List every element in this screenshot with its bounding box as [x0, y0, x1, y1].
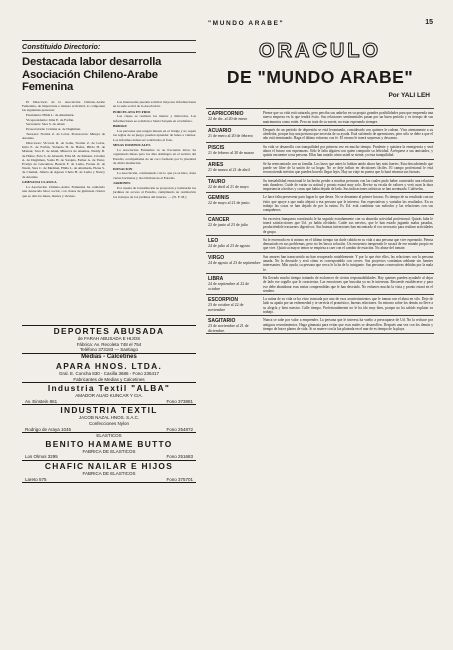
paragraph: Las clases se realizan los martes y miércoles. Las informaciones se solicitan a Santa Sarquis en el teléfono. [113, 114, 196, 123]
sign-prediction: Su vida se desarrolla con tranquilidad por primera vez en mucho tiempo. Prudente y quisiera la emergencia y será ahora el futuro con esperanzas. Sólo le falta alguien con quien compartir su felicidad. Acérquese a sus amistades, y quizás encuentre a esa persona. Ellas han notado cómo usted se siente, ya esta tranquilidad. [263, 144, 433, 158]
horoscope-sign [206, 215, 434, 236]
paragraph: Secretaria: Sara S. de Abud. [26, 122, 66, 127]
sign-dates: 23 de noviembre al 21 de diciembre. [208, 323, 249, 333]
horoscope-sign [206, 193, 434, 214]
sign-dates: 24 de agosto al 23 de septiembre [208, 259, 261, 265]
horoscope-sign [206, 316, 434, 334]
sign-header [206, 215, 261, 235]
ad-line: BENITO HAMAME BUTTO [45, 438, 173, 449]
ad-line: DEPORTES ABUSADA [53, 326, 165, 336]
horoscope-sign [206, 236, 434, 253]
horoscope-sign [206, 177, 434, 194]
subheading: DONACION [113, 166, 133, 171]
ad-line: FABRICA DE ELASTICOS [82, 470, 136, 476]
ad-line: AMADOR AUAD KUNCAR Y CIA. [75, 393, 143, 399]
paragraph: El Directorio de la Asociación Chileno-Arabe Femenina, de importante e intensa actividad, lo componen las siguientes personas: [22, 99, 105, 112]
ad-box [22, 325, 196, 353]
sign-header [206, 274, 261, 294]
oraculo-title: ORACULO [258, 40, 382, 62]
sign-dates: 22 de abril al 21 de mayo [208, 183, 249, 189]
sign-prediction: Se ha reencontrado con su familia. Los lazos que antes lo habían unido ahora hay más fuertes. Esta descubriendo que puede ser libre de la unión de su hogar. No se deje influir en decisiones fáciles. El campo profesional le está reconociendo méritos que pueden hacerlo llegar lejos. Hay un viaje en puerta que lo hará retomar sus fuerzas. [263, 161, 433, 175]
sign-dates: 22 de mayo al 21 de junio [208, 200, 250, 206]
article-column-2 [113, 100, 196, 200]
sign-name: LIBRA [208, 275, 224, 282]
ad-address: Los Olmos 3295 [25, 454, 58, 460]
ad-line: Medias - Calcetines [81, 353, 137, 360]
paragraph: Directoras: Victoria R. de Gaña, Norma Z. de Lolas, Irma E. de Farfán, Yolanda H. de Hafez, Hilda H. de Mansur, Sara E. de Abud, Minerva de Ananías, Naddy D. de Hafez, Fela S. de Abuadir, Elba M. de Mansur, Cristina A. de Dughman, Sonia H. de Sarquis, Esther A. de Yarur, Evelyn de Giacaman, Beatriz F. de Lama, Frenia O. de Nazal, Sara C. de Medinel, Hilda L. de Ahumada, Elena S. de Chamel, Julieta de Aguad, Chela H. de Lama y Nancy de Ananías. [22, 140, 105, 179]
ad-line: Industria Textil "ALBA" [47, 383, 171, 394]
ad-address: Av. Einstein 861 [25, 398, 58, 404]
paragraph: La Asociación, continuando con lo que ya se hizo, dona varias bacinetas y dos bibliotecas al Estadio. [113, 171, 196, 180]
ad-box [22, 382, 196, 404]
sign-prediction: Su excesiva franqueza constituida le ha seguido extrañamente con su aburrida actividad profesional. Quizás falta le traerá satisfacciones que Ud. ya había olvidado. Cuide sus nervios, que le han estado jugando malas pasadas, produciéndole trastornos digestivos. Sus buenas intenciones han encontrado el eco necesario para realizar actividades de grupo. [263, 216, 433, 234]
ad-box [22, 432, 196, 460]
subheading: MISAS DOMINICALES [113, 143, 151, 148]
sign-name: ARIES [208, 161, 224, 168]
sign-header [206, 253, 261, 273]
sign-prediction: La rutina de su vida se ha visto truncada por uno de esos acontecimientos que le toman con el alma en vilo. Deje de lado su apatía por un enfermedad y te serviría el pronóstico, buenas relaciones. Su entorno sobre los demás no lleve a su alegría y bien nuestro. Calle tiempo. Profesionalmente no le ha ido muy bien, porque no ha sabido explotar su trabajo. [263, 297, 433, 314]
paragraph: La Asociación Chileno-Arabe Femenina ha realizado una destacada labor social, con clases de gimnasia clásica que se dan los lunes, martes y viernes. [22, 185, 105, 198]
horoscope-sign [206, 253, 434, 274]
subheading: GIMNASIA CLASICA [22, 180, 57, 185]
horoscope-sign [206, 126, 434, 143]
paragraph: Prosecretaria: Cristina A. de Dughman. [26, 127, 82, 132]
ad-line: Teléfono 373183 — Santiago [79, 347, 139, 353]
sign-prediction: Su fe encerrado en sí mismo en el último tiempo sin darle cabida en su vida a una persona que vive esperando. Piensa demasiado en sus problemas, pero no les busca solución. Un encuentro inesperado le sacará de ese mundo propio en que vive. Quizá su mayor temor se empieza a caer con el cambio de estación. No abuse del tomate. [263, 237, 433, 251]
sign-name: VIRGO [208, 254, 225, 261]
ad-line: CHAFIC NAILAR E HIJOS [44, 460, 174, 471]
oraculo-section [206, 40, 434, 334]
sign-header [206, 177, 261, 193]
horoscope-sign [206, 274, 434, 295]
ad-line: Confecciones Nylon [88, 420, 130, 426]
subheading: PORCELANA EN FRIO [113, 109, 151, 114]
paragraph: Presidenta: Hilda L. de Ahumadar. [26, 112, 75, 117]
page-number: 15 [425, 19, 433, 26]
sign-name: GEMINIS [208, 195, 230, 202]
sign-dates: 24 de julio al 23 de agosto [208, 242, 251, 248]
sign-name: TAURO [208, 178, 226, 185]
oraculo-subtitle: DE "MUNDO ARABE" [226, 67, 414, 87]
ad-phone: Fono 373881 [166, 398, 193, 404]
sign-header [206, 126, 261, 142]
ad-line: FABRICA DE ELASTICOS [82, 448, 136, 454]
sign-name: CANCER [208, 216, 230, 223]
horoscope-list [206, 108, 434, 334]
sign-dates: 22 de junio al 23 de julio [208, 221, 248, 227]
sign-dates: 23 de octubre al 22 de noviembre [208, 302, 244, 312]
ad-line: JACOB NAZAL HNOS. S.A.C. [78, 415, 140, 421]
horoscope-sign [206, 295, 434, 316]
paragraph: Las personas que tengan interés en el bridge y no sepan las reglas de su juego, pueden aprender de lunes a viernes. Los informes deben ser solicitados al fono. [113, 129, 196, 142]
subheading: JARDINES [113, 181, 131, 186]
sign-dates: 21 de febrero al 20 de marzo [208, 149, 254, 155]
sign-dates: 21 de marzo al 21 de abril [208, 166, 250, 172]
article-column-1 [22, 100, 105, 199]
sign-dates: 22 de dic. al 20 de enero [208, 116, 248, 121]
sign-dates: 21 de enero al 20 de febrero [208, 132, 253, 138]
sign-header [206, 109, 261, 125]
sign-prediction: Sus amores han transcurrido no han recuperado notablemente. Y por lo que éste ellos, las relaciones con la persona amada. No la descuide y será cómo es correspondido con creces. Sus proyectos continúan adelante sin fuentes interesantes. Más ayuda, su persona que cerca le la ha de lo intrigante. Sus personas consecutivas debidas por la mala fe. [263, 254, 433, 272]
sign-name: PISCIS [208, 144, 225, 151]
sign-prediction: Piense que su vida está saturada, pero perciba sus anhelos en su propio grandes posibilidades para que emprenda una nueva empresa en la que tendrá éxito. Sus relaciones sentimentales pasan por un buen período y es tiempo de sus matrimonios como estén. Pero no trate de su suerte, no estar esperando siempre. [263, 111, 433, 124]
sign-header [206, 295, 261, 315]
section-label: Constituido Directorio: [22, 40, 196, 53]
sign-header [206, 193, 261, 213]
ad-line: de FARAH ABUSADA E HIJOS [77, 336, 141, 341]
sign-dates: 24 de septiembre al 22 de octubre [208, 280, 249, 291]
ad-address: Rodrigo de Araya 1045 [25, 426, 72, 432]
sign-name: LEO [208, 237, 219, 244]
paragraph: Por cuenta de la institución se proyectan y realizarán los jardines de acceso al Estadio, cumpliendo su realización los trabajos de los jardines del interior. — (N. F. M.) [113, 186, 196, 199]
article-body [22, 100, 196, 307]
ad-phone: Fono 254872 [166, 426, 193, 432]
ad-box [22, 353, 196, 382]
sign-name: CAPRICORNIO [208, 111, 244, 117]
horoscope-sign [206, 143, 434, 160]
sign-prediction: Le hace falta perseverar para lograr lo que desea. No se desanime al primer fracaso. Es tiempo de su resultado con un éxito que apoye a que nada alejará a esa persona que le interesa. Sus expectativas y variadas las resultados. En su trabajo las cosas se han dejado de por la rutina. Es Ud. está combinar sus métodos y las relaciones con sus compañeros. [263, 195, 433, 213]
paragraph: Tesorera: Norma Z. de Lolas. Protesorera: Mireya de Ananías. [22, 131, 105, 141]
sign-name: ACUARIO [208, 127, 232, 134]
ad-line: INDUSTRIA TEXTIL [60, 405, 158, 416]
ad-line: APARA HNOS. LTDA. [55, 360, 163, 371]
sign-prediction: Después de un período de depresión se está levantando, considerado con quienes le rodean. Viva atentamente a su alrededor, porque hay una persona que necesita de su ayuda. Está sufriendo de aprensiones, pero sólo se debe a que el año está terminando. Haga el último esfuerzo con fe. El verano le traerá sorpresas y descanso. [263, 127, 433, 141]
ad-contact-row [22, 477, 196, 483]
sign-header [206, 236, 261, 252]
directorio-article [22, 40, 196, 307]
byline: Por YALI LEH [388, 92, 430, 99]
ad-line: Fábrica: Av. Recoleta 748 el 754 [76, 341, 142, 347]
ad-box [22, 404, 196, 432]
page-header [20, 20, 433, 34]
horoscope-sign [206, 160, 434, 177]
ad-address: Lareto 575 [25, 476, 47, 482]
advertisements [22, 325, 196, 483]
ad-line: Gral. E. Concha 830 - Casilla 3686 - Fono 236417 [58, 370, 160, 376]
sign-name: ESCORPION [208, 297, 239, 304]
paragraph: La Asociación Femenina ve su frecuente labor, ha organizado misas para los días domingos en el recinto del Estadio, acompañadas de un coro formado por la juventud de dicha institución. [113, 148, 196, 165]
running-title: "MUNDO ARABE" [208, 20, 285, 27]
ad-line: Fabricantes de Medias y Calcetines [73, 376, 145, 382]
paragraph: Vicepresidenta: Irma E. de Farfán. [26, 117, 75, 122]
horoscope-sign [206, 109, 434, 126]
ad-box [22, 460, 196, 483]
paragraph: Las interesadas pueden solicitar mayores informaciones en la sede social de la Asociación. [113, 99, 196, 108]
sign-header [206, 316, 261, 333]
sign-prediction: Nunca se sabe por valor a emprender. La persona que le interesa ha vuelto a preocuparse de Ud. No la rechace por antiguos resentimientos. Haga gimnasia para evitar que esos males se desarrollen. Después una vez con los demás y tiempo de hacer planes de vida. Si se mueve con la luz plateada en el mar de es tiempo de la playa. [263, 318, 433, 331]
sign-prediction: Ha llevado mucho tiempo tratando de esclarecer de ciertas responsabilidades. Hay quienes pueden ayudarle al dejar de lado ese orgullo que le caracteriza. Las emociones que buscaba ya no le interesan. Recuerde establecerse y para eso debe abandonar esas metas comprendidas que le han desviado. No enfueres mucho la vista y pronto estará en el sendero. [263, 275, 433, 293]
ad-phone: Fono 375701 [166, 476, 193, 482]
article-headline: Destacada labor desarrolla Asociación Chileno-Arabe Femenina [22, 56, 162, 93]
sign-header [206, 160, 261, 176]
ad-line: ELASTICOS [96, 433, 122, 439]
sign-prediction: Su inestabilidad emocional le ha hecho perder a muchas personas con las cuales pudo haber construido una relación más duradera. Cuide de variar su actitud y pronto estará muy solo. Revise su escala de valores y verá cuan la dura importancia a hechos y cosas que habia dejado de lado. Sus indicaciones artísticas se han acentuado. Cultívelas. [263, 178, 433, 192]
sign-header [206, 143, 261, 159]
subheading: BRIDGE [113, 124, 127, 129]
ad-phone: Fono 251683 [166, 454, 193, 460]
sign-name: SAGITARIO [208, 318, 236, 325]
